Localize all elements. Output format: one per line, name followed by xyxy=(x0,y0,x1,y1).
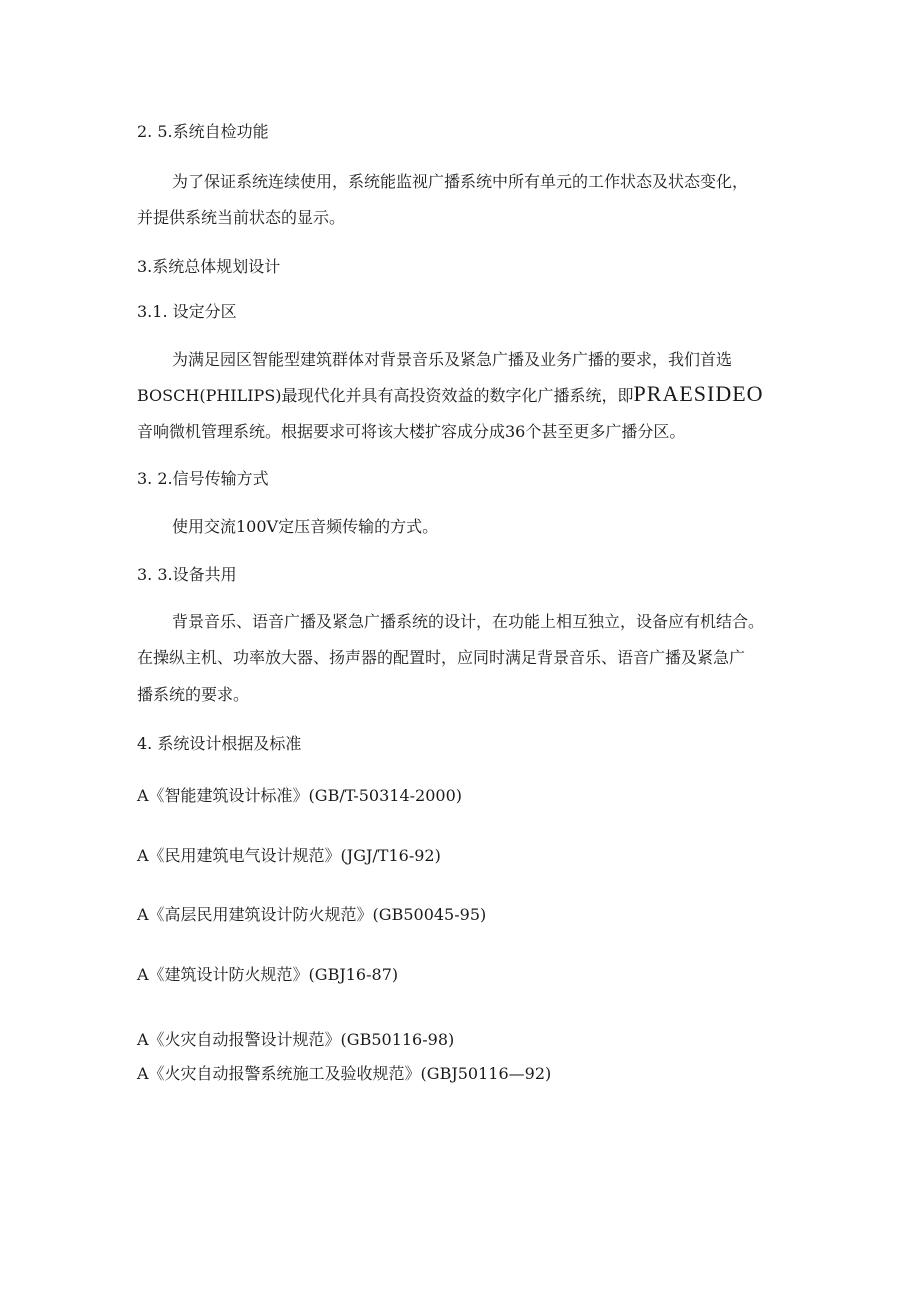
standard-item: A《火灾自动报警系统施工及验收规范》(GBJ50116—92) xyxy=(137,1064,552,1083)
section-4-heading: 4. 系统设计根据及标准 xyxy=(137,734,302,753)
section-3-1-paragraph-line-3: 音响微机管理系统。根据要求可将该大楼扩容成分成36个甚至更多广播分区。 xyxy=(137,422,686,441)
praesideo-brand-text: PRAESIDEO xyxy=(633,381,764,406)
standard-item: A《火灾自动报警设计规范》(GB50116-98) xyxy=(137,1030,455,1049)
standard-item: A《智能建筑设计标准》(GB/T-50314-2000) xyxy=(137,786,463,805)
section-2-5-heading: 2. 5.系统自检功能 xyxy=(137,122,269,141)
section-2-5-paragraph-line-1: 为了保证系统连续使用，系统能监视广播系统中所有单元的工作状态及状态变化， xyxy=(172,172,749,191)
section-3-3-paragraph-line-3: 播系统的要求。 xyxy=(137,685,250,704)
section-3-3-paragraph-line-2: 在操纵主机、功率放大器、扬声器的配置时，应同时满足背景音乐、语音广播及紧急广 xyxy=(137,648,746,667)
section-3-1-paragraph-line-2-text: BOSCH(PHILIPS)最现代化并具有高投资效益的数字化广播系统，即 xyxy=(137,386,634,405)
standard-item: A《民用建筑电气设计规范》(JGJ/T16-92) xyxy=(137,846,441,865)
standard-item: A《高层民用建筑设计防火规范》(GB50045-95) xyxy=(137,905,487,924)
section-3-2-heading: 3. 2.信号传输方式 xyxy=(137,469,269,488)
standard-item: A《建筑设计防火规范》(GBJ16-87) xyxy=(137,965,399,984)
section-3-1-heading: 3.1. 设定分区 xyxy=(137,302,237,321)
section-3-3-heading: 3. 3.设备共用 xyxy=(137,565,237,584)
section-3-1-paragraph-line-1: 为满足园区智能型建筑群体对背景音乐及紧急广播及业务广播的要求，我们首选 xyxy=(172,350,733,369)
section-2-5-paragraph-line-2: 并提供系统当前状态的显示。 xyxy=(137,208,346,227)
section-3-3-paragraph-line-1: 背景音乐、语音广播及紧急广播系统的设计，在功能上相互独立，设备应有机结合。 xyxy=(172,612,765,631)
section-3-2-paragraph: 使用交流100V定压音频传输的方式。 xyxy=(172,517,439,536)
section-3-heading: 3.系统总体规划设计 xyxy=(137,257,281,276)
section-3-1-paragraph-line-2 xyxy=(137,381,764,406)
